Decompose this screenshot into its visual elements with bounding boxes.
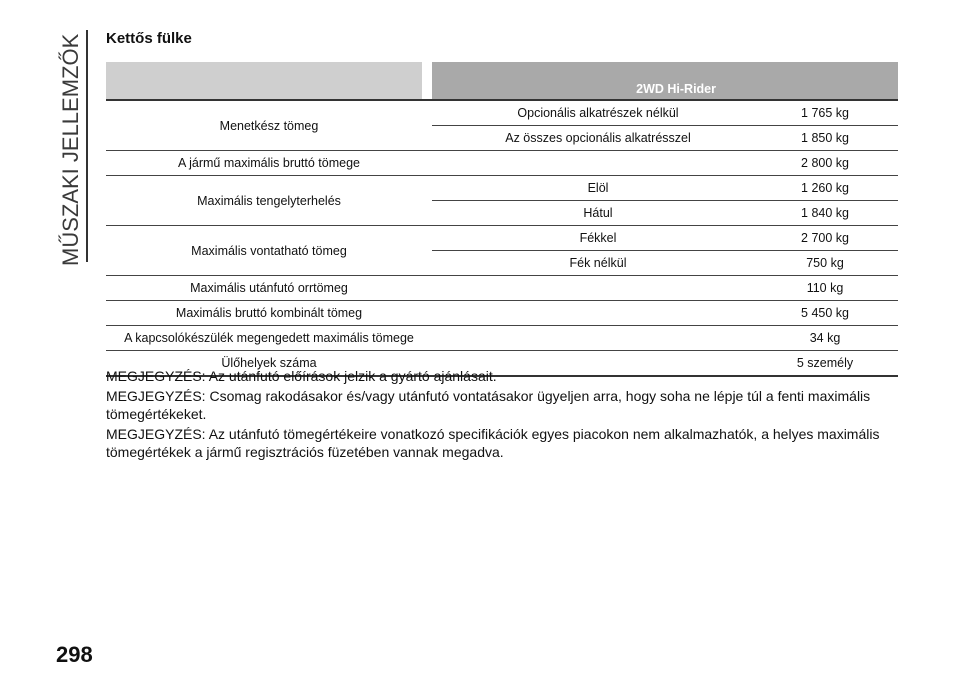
row-label: A jármű maximális bruttó tömege xyxy=(106,151,432,176)
section-title: Kettős fülke xyxy=(106,30,192,47)
row-value: 1 850 kg xyxy=(772,126,898,151)
variant-header: 2WD Hi-Rider xyxy=(432,62,898,100)
row-label: Maximális vontatható tömeg xyxy=(106,226,432,276)
row-value: 34 kg xyxy=(772,326,898,351)
row-sublabel: Fék nélkül xyxy=(432,251,772,276)
row-value: 110 kg xyxy=(772,276,898,301)
row-sublabel xyxy=(432,326,772,351)
table-row xyxy=(106,151,898,176)
row-sublabel: Opcionális alkatrészek nélkül xyxy=(432,100,772,126)
row-sublabel: Hátul xyxy=(432,201,772,226)
weight-spec-table xyxy=(106,62,898,377)
table-row xyxy=(106,226,898,251)
notes-section xyxy=(106,367,896,463)
table-row xyxy=(106,301,898,326)
row-value: 1 840 kg xyxy=(772,201,898,226)
row-sublabel xyxy=(432,276,772,301)
row-sublabel: Az összes opcionális alkatrésszel xyxy=(432,126,772,151)
row-label: Ülőhelyek száma xyxy=(106,351,432,377)
table-header-row xyxy=(106,62,898,100)
vertical-section-title-text: MŰSZAKI JELLEMZŐK xyxy=(58,33,83,266)
row-sublabel: Elöl xyxy=(432,176,772,201)
row-label: Maximális bruttó kombinált tömeg xyxy=(106,301,432,326)
row-sublabel: Fékkel xyxy=(432,226,772,251)
row-value: 750 kg xyxy=(772,251,898,276)
row-label: Menetkész tömeg xyxy=(106,100,432,151)
row-value: 5 személy xyxy=(772,351,898,377)
table-row xyxy=(106,326,898,351)
header-blank-cell xyxy=(106,62,422,100)
row-label: A kapcsolókészülék megengedett maximális tömege xyxy=(106,326,432,351)
table-row xyxy=(106,276,898,301)
row-value: 5 450 kg xyxy=(772,301,898,326)
row-sublabel xyxy=(432,301,772,326)
note-paragraph: MEGJEGYZÉS: Csomag rakodásakor és/vagy utánfutó vontatásakor ügyeljen arra, hogy soha ne lépje túl a fenti maximális tömegértékeket. xyxy=(106,388,871,422)
table-row xyxy=(106,100,898,126)
note-paragraph: MEGJEGYZÉS: Az utánfutó tömegértékeire vonatkozó specifikációk egyes piacokon nem alkalmazhatók, a helyes maximális tömegértékek a jármű regisztrációs füzetében vannak megadva. xyxy=(106,426,880,460)
row-label: Maximális utánfutó orrtömeg xyxy=(106,276,432,301)
row-value: 2 800 kg xyxy=(772,151,898,176)
row-sublabel xyxy=(432,151,772,176)
table-row xyxy=(106,176,898,201)
row-label: Maximális tengelyterhelés xyxy=(106,176,432,226)
row-value: 1 260 kg xyxy=(772,176,898,201)
note-paragraph: MEGJEGYZÉS: Az utánfutó előírások jelzik a gyártó ajánlásait. xyxy=(106,368,497,384)
vertical-section-title xyxy=(56,30,86,270)
row-value: 2 700 kg xyxy=(772,226,898,251)
page-number: 298 xyxy=(56,642,93,667)
row-value: 1 765 kg xyxy=(772,100,898,126)
header-gap xyxy=(422,62,432,100)
vertical-divider xyxy=(86,30,88,262)
